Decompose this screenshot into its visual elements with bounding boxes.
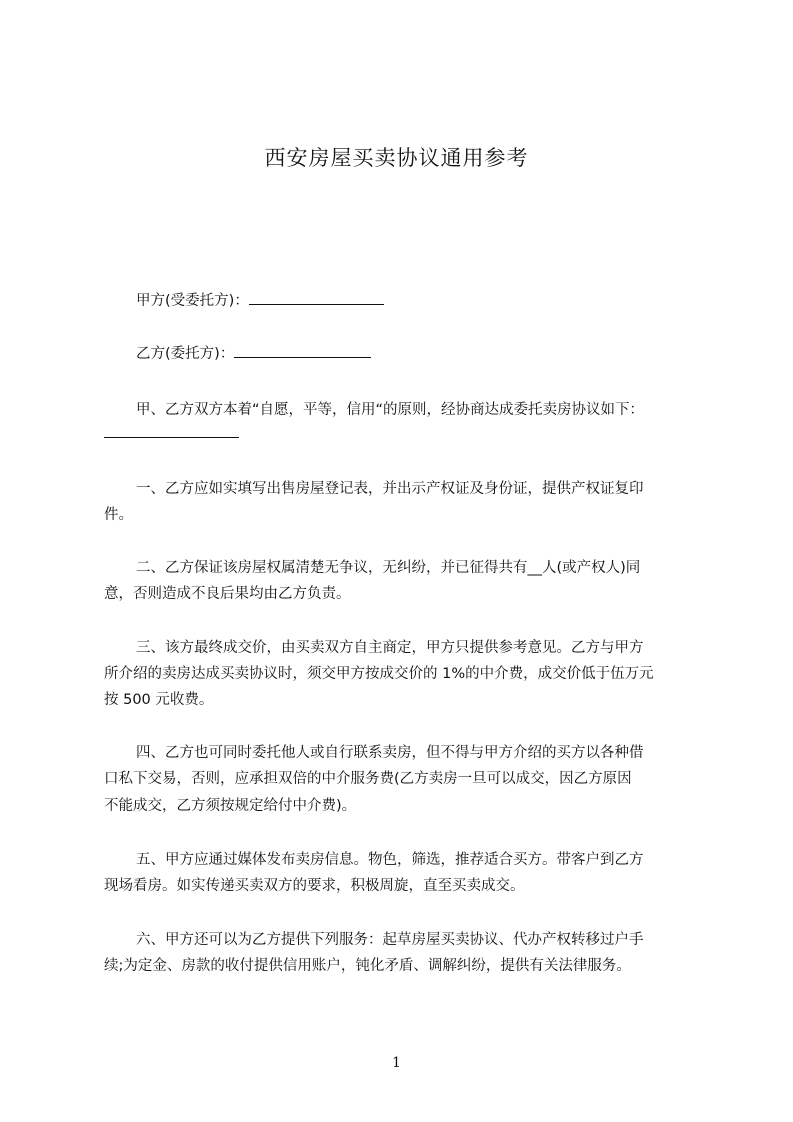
- document-title: 西安房屋买卖协议通用参考: [264, 146, 529, 170]
- clause-5-line-2: 现场看房。如实传递买卖双方的要求，积极周旋，直至买卖成交。: [104, 878, 525, 894]
- clause-3-line-2: 所介绍的卖房达成买卖协议时，须交甲方按成交价的 1%的中介费，成交价低于伍万元: [104, 666, 654, 682]
- clause-6-line-1: 六、甲方还可以为乙方提供下列服务：起草房屋买卖协议、代办产权转移过户手: [136, 932, 644, 948]
- clause-4-line-2: 口私下交易，否则，应承担双倍的中介服务费(乙方卖房一旦可以成交，因乙方原因: [104, 771, 632, 787]
- intro-blank: [104, 423, 239, 438]
- clause-1-line-2: 件。: [104, 507, 133, 523]
- clause-6-line-2: 续;为定金、房款的收付提供信用账户，钝化矛盾、调解纠纷，提供有关法律服务。: [104, 958, 631, 974]
- clause-3-line-1: 三、该方最终成交价，由买卖双方自主商定，甲方只提供参考意见。乙方与甲方: [136, 640, 644, 656]
- clause-4-line-3: 不能成交，乙方须按规定给付中介费)。: [104, 798, 357, 814]
- clause-1-line-1: 一、乙方应如实填写出售房屋登记表，并出示产权证及身份证，提供产权证复印: [136, 481, 644, 497]
- party-b-line: [104, 340, 736, 368]
- party-b-label: 乙方(委托方)：: [136, 346, 235, 362]
- party-a-line: [104, 287, 736, 315]
- party-a-label: 甲方(受委托方)：: [136, 293, 249, 309]
- clause-3-line-3: 按 500 元收费。: [104, 692, 214, 708]
- intro-blank-line: [104, 420, 704, 448]
- clause-4-line-1: 四、乙方也可同时委托他人或自行联系卖房，但不得与甲方介绍的买方以各种借: [136, 745, 644, 761]
- party-a-blank: [249, 290, 384, 305]
- page-number: 1: [392, 1055, 401, 1071]
- clause-5-line-1: 五、甲方应通过媒体发布卖房信息。物色，筛选，推荐适合买方。带客户到乙方: [136, 852, 644, 868]
- party-b-blank: [234, 343, 371, 358]
- intro-line-1: 甲、乙方双方本着“自愿，平等，信用“的原则，经协商达成委托卖房协议如下：: [136, 402, 645, 418]
- clause-2-line-1: 二、乙方保证该房屋权属清楚无争议，无纠纷，并已征得共有__人(或产权人)同: [136, 560, 641, 576]
- clause-2-line-2: 意，否则造成不良后果均由乙方负责。: [104, 586, 351, 602]
